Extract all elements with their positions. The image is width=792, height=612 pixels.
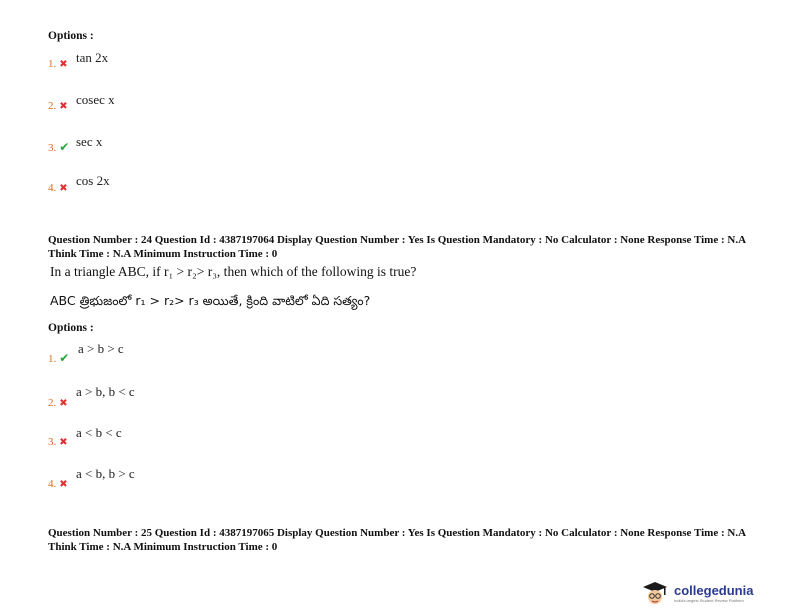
option-row[interactable] bbox=[48, 349, 69, 367]
option-number: 2. bbox=[48, 100, 57, 112]
logo-name: collegedunia bbox=[674, 583, 754, 598]
cross-icon: ✖ bbox=[59, 101, 68, 112]
option-number: 4. bbox=[48, 182, 57, 194]
option-row[interactable] bbox=[48, 393, 68, 411]
check-icon: ✔ bbox=[59, 140, 70, 154]
check-icon: ✔ bbox=[59, 351, 70, 365]
graduate-mascot-icon bbox=[640, 580, 670, 606]
option-text: a < b, b > c bbox=[76, 466, 135, 481]
option-number: 1. bbox=[48, 58, 57, 70]
option-number: 3. bbox=[48, 142, 57, 154]
question-text-telugu: ABC త్రిభుజంలో r₁ > r₂> r₃ అయితే, క్రింది వాటిలో ఏది సత్యం? bbox=[50, 293, 371, 308]
option-text: a > b > c bbox=[78, 341, 124, 356]
option-text: a > b, b < c bbox=[76, 384, 135, 399]
options-label: Options : bbox=[48, 30, 94, 42]
cross-icon: ✖ bbox=[59, 183, 68, 194]
option-row[interactable] bbox=[48, 138, 69, 156]
option-text: cosec x bbox=[76, 92, 115, 107]
cross-icon: ✖ bbox=[59, 479, 68, 490]
option-text: a < b < c bbox=[76, 425, 122, 440]
collegedunia-logo bbox=[640, 580, 753, 606]
option-row[interactable] bbox=[48, 474, 68, 492]
cross-icon: ✖ bbox=[59, 437, 68, 448]
option-text: sec x bbox=[76, 134, 103, 149]
logo-tagline: India's largest Student Review Platform bbox=[674, 598, 744, 603]
question-meta: Question Number : 25 Question Id : 4387197065 Display Question Number : Yes Is Question Mandatory : No Calculator : None Response Time : N.A Think Time : N.A Minimum Instruction Time : 0 bbox=[48, 527, 746, 553]
question-meta: Question Number : 24 Question Id : 4387197064 Display Question Number : Yes Is Question Mandatory : No Calculator : None Response Time : N.A Think Time : N.A Minimum Instruction Time : 0 bbox=[48, 234, 746, 260]
option-row[interactable] bbox=[48, 178, 68, 196]
option-row[interactable] bbox=[48, 96, 68, 114]
option-number: 3. bbox=[48, 436, 57, 448]
question-text-english: In a triangle ABC, if r₁ > r₂> r₃, then which of the following is true? bbox=[50, 264, 417, 279]
option-row[interactable] bbox=[48, 432, 68, 450]
option-text: cos 2x bbox=[76, 173, 110, 188]
options-label: Options : bbox=[48, 322, 94, 334]
cross-icon: ✖ bbox=[59, 59, 68, 70]
option-number: 1. bbox=[48, 353, 57, 365]
cross-icon: ✖ bbox=[59, 398, 68, 409]
option-text: tan 2x bbox=[76, 50, 109, 65]
option-row[interactable] bbox=[48, 54, 68, 72]
option-number: 4. bbox=[48, 478, 57, 490]
option-number: 2. bbox=[48, 397, 57, 409]
